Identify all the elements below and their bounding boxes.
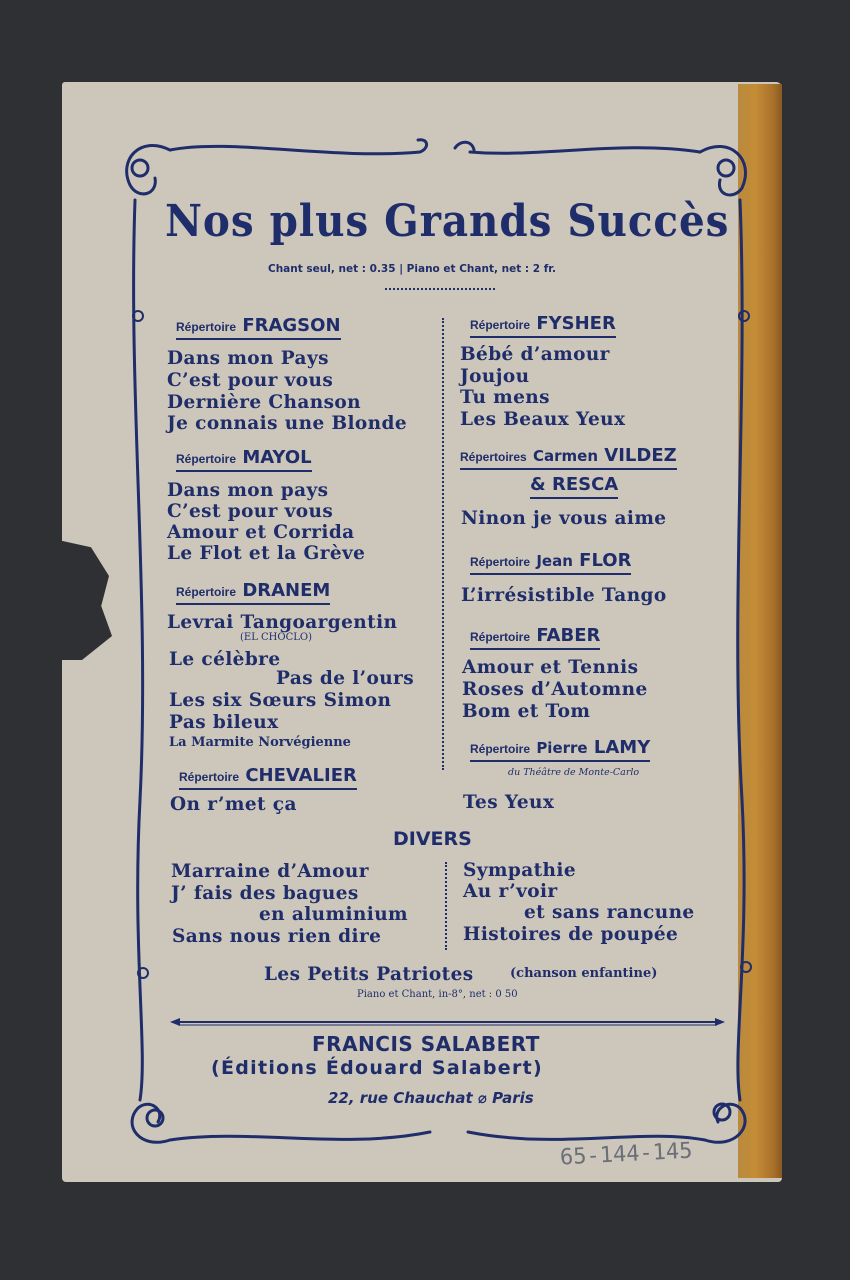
song-title: Je connais une Blonde: [167, 413, 408, 434]
song-title: Tu mens: [460, 387, 550, 408]
song-title: Sympathie: [463, 860, 577, 881]
song-title: et sans rancune: [524, 902, 695, 923]
repertoire-dranem-heading: Répertoire DRANEM: [176, 580, 330, 605]
song-subtitle: (EL CHOCLO): [240, 632, 312, 643]
song-title: Amour et Corrida: [167, 522, 355, 543]
publisher-address: 22, rue Chauchat ⌀ Paris: [328, 1089, 534, 1107]
repertoire-flor-heading: Répertoire Jean FLOR: [470, 550, 631, 575]
publisher-name: FRANCIS SALABERT: [312, 1032, 540, 1056]
song-title: J’ fais des bagues: [171, 883, 359, 904]
song-title: Les six Sœurs Simon: [169, 690, 392, 711]
repertoire-lamy-heading: Répertoire Pierre LAMY: [470, 737, 650, 762]
title-divider: [385, 288, 495, 290]
song-title: Les Beaux Yeux: [460, 409, 626, 430]
song-title: Tes Yeux: [463, 792, 555, 813]
repertoire-fysher-heading: Répertoire FYSHER: [470, 313, 616, 338]
song-title: Dernière Chanson: [167, 392, 361, 413]
song-title: Bom et Tom: [462, 701, 591, 722]
divers-divider: [445, 862, 447, 950]
song-title: Marraine d’Amour: [171, 861, 369, 882]
song-title: C’est pour vous: [167, 370, 334, 391]
song-subtitle: (chanson enfantine): [510, 966, 658, 981]
repertoire-fragson-heading: Répertoire FRAGSON: [176, 315, 341, 340]
song-title: La Marmite Norvégienne: [169, 735, 351, 750]
handwritten-catalog-number: 65-144-145: [559, 1138, 694, 1171]
lamy-note: du Théâtre de Monte-Carlo: [508, 767, 640, 778]
column-divider: [442, 318, 444, 770]
song-title: Au r’voir: [463, 881, 558, 902]
song-title: C’est pour vous: [167, 501, 334, 522]
repertoire-vildez-heading: Répertoires Carmen VILDEZ: [460, 445, 677, 470]
repertoire-chevalier-heading: Répertoire CHEVALIER: [179, 765, 357, 790]
song-title: On r’met ça: [170, 794, 297, 815]
song-title: Le célèbre: [169, 649, 281, 670]
song-title: Pas bileux: [169, 712, 279, 733]
divers-heading: DIVERS: [393, 828, 472, 850]
price-line: Chant seul, net : 0.35 | Piano et Chant, net : 2 fr.: [268, 263, 556, 275]
repertoire-mayol-heading: Répertoire MAYOL: [176, 447, 312, 472]
patriotes-price: Piano et Chant, in-8°, net : 0 50: [357, 989, 518, 1000]
page-title: Nos plus Grands Succès: [165, 196, 730, 247]
song-title: Le Flot et la Grève: [167, 543, 366, 564]
song-title: Pas de l’ours: [276, 668, 415, 689]
repertoire-faber-heading: Répertoire FABER: [470, 625, 600, 650]
song-title: Amour et Tennis: [462, 657, 639, 678]
repertoire-resca-heading: & RESCA: [530, 474, 618, 499]
song-title: Joujou: [460, 366, 530, 387]
publisher-editions: (Éditions Édouard Salabert): [211, 1057, 544, 1079]
song-title: Levrai Tangoargentin: [167, 612, 398, 633]
publisher-rule: [170, 1016, 725, 1028]
song-title: Sans nous rien dire: [172, 926, 382, 947]
song-title: Histoires de poupée: [463, 924, 679, 945]
song-title: Bébé d’amour: [460, 344, 610, 365]
song-title: Ninon je vous aime: [461, 508, 667, 529]
song-title: L’irrésistible Tango: [461, 585, 667, 606]
song-title: Les Petits Patriotes: [264, 964, 474, 985]
song-title: Roses d’Automne: [462, 679, 648, 700]
song-title: en aluminium: [259, 904, 409, 925]
song-title: Dans mon Pays: [167, 348, 329, 369]
song-title: Dans mon pays: [167, 480, 329, 501]
